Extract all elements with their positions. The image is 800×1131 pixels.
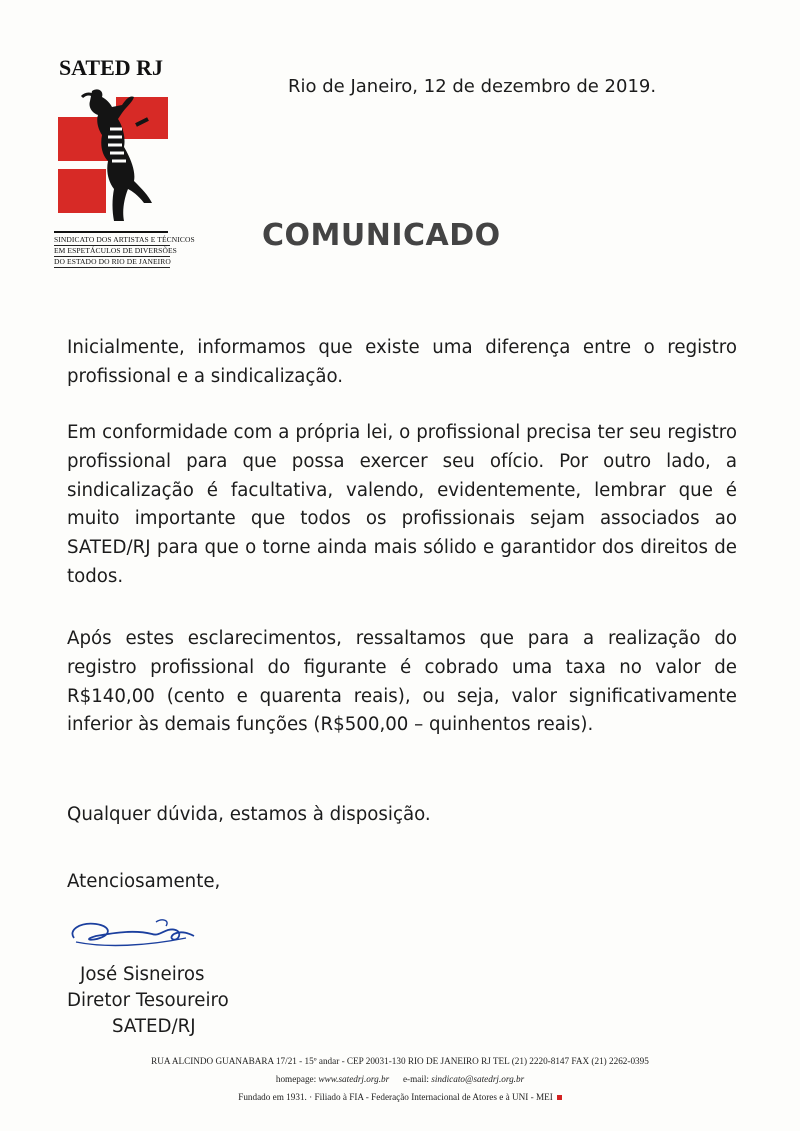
homepage-link[interactable]: www.satedrj.org.br bbox=[318, 1074, 390, 1084]
footer-address: RUA ALCINDO GUANABARA 17/21 - 15º andar - CEP 20031-130 RIO DE JANEIRO RJ TEL (21) 2220-8147 FAX (21) 2262-0395 bbox=[151, 1056, 649, 1066]
homepage-label: homepage: bbox=[275, 1074, 317, 1084]
logo-dancer-icon bbox=[52, 85, 170, 225]
email-link[interactable]: sindicato@satedrj.org.br bbox=[431, 1074, 525, 1084]
logo-caption bbox=[54, 235, 195, 268]
signer-block bbox=[67, 962, 267, 1040]
email-label: e-mail: bbox=[402, 1074, 429, 1084]
sated-logo bbox=[52, 55, 195, 266]
logo-caption-line: SINDICATO DOS ARTISTAS E TÉCNICOS bbox=[54, 235, 195, 244]
signer-org: SATED/RJ bbox=[112, 1016, 196, 1037]
footer-affiliation bbox=[60, 1092, 740, 1102]
date-line: Rio de Janeiro, 12 de dezembro de 2019. bbox=[288, 76, 657, 97]
closing-salutation: Atenciosamente, bbox=[67, 871, 221, 892]
signer-name: José Sisneiros bbox=[80, 964, 205, 985]
footer-contacts bbox=[60, 1074, 740, 1084]
paragraph: Inicialmente, informamos que existe uma diferença entre o registro profissional e a sindicalização. bbox=[67, 337, 737, 387]
paragraph: Qualquer dúvida, estamos à disposição. bbox=[67, 804, 431, 825]
handwritten-signature bbox=[66, 908, 201, 953]
signer-role: Diretor Tesoureiro bbox=[67, 990, 229, 1011]
document-title: COMUNICADO bbox=[262, 218, 501, 253]
logo-caption-line: DO ESTADO DO RIO DE JANEIRO bbox=[54, 257, 171, 266]
logo-caption-line: EM ESPETÁCULOS DE DIVERSÕES bbox=[54, 246, 177, 255]
founded-text: Fundado em 1931. · Filiado à FIA - Federação Internacional de Atores e à UNI - MEI bbox=[238, 1092, 553, 1102]
paragraph: Após estes esclarecimentos, ressaltamos que para a realização do registro profissional do figurante é cobrado uma taxa no valor de R$140,00 (cento e quarenta reais), ou seja, valor significativamente inferior às demais funções (R$500,00 – quinhentos reais). bbox=[67, 628, 737, 736]
logo-org-name: SATED RJ bbox=[58, 55, 164, 80]
red-square-icon bbox=[557, 1095, 562, 1100]
logo-rule bbox=[54, 231, 168, 233]
paragraph: Em conformidade com a própria lei, o profissional precisa ter seu registro profissional para que possa exercer seu ofício. Por outro lado, a sindicalização é facultativa, valendo, evidentemente, lembrar que é muito importante que todos os profissionais sejam associados ao SATED/RJ para que o torne ainda mais sólido e garantidor dos direitos de todos. bbox=[67, 422, 737, 587]
